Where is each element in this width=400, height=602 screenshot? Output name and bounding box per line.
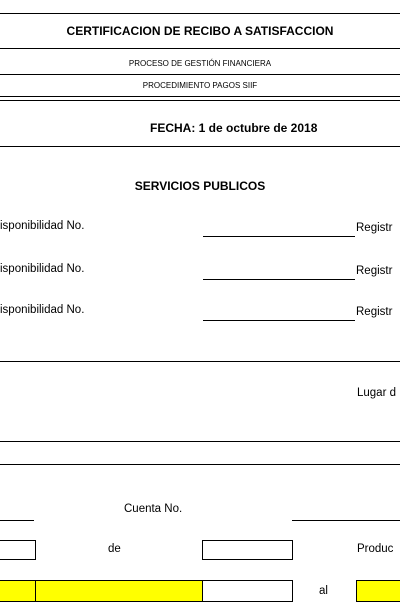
date-rule bbox=[0, 146, 400, 147]
registro-label-2: Registr bbox=[356, 265, 393, 277]
header-top-rule bbox=[0, 13, 400, 14]
yellow-cell-3[interactable] bbox=[356, 580, 400, 602]
registro-label-3: Registr bbox=[356, 306, 393, 318]
disponibilidad-label-2: isponibilidad No. bbox=[0, 263, 85, 275]
header-rule-4 bbox=[0, 100, 400, 101]
middle-rule-1 bbox=[0, 361, 400, 362]
date-line: FECHA: 1 de octubre de 2018 bbox=[150, 121, 318, 135]
al-label: al bbox=[319, 585, 328, 597]
middle-rule-2 bbox=[0, 441, 400, 442]
yellow-cell-2[interactable] bbox=[35, 580, 203, 602]
disponibilidad-blank-3[interactable] bbox=[203, 320, 355, 321]
header-rule-1 bbox=[0, 48, 400, 49]
disponibilidad-label-1: isponibilidad No. bbox=[0, 220, 85, 232]
left-input-box[interactable] bbox=[0, 540, 36, 560]
lugar-label: Lugar d bbox=[357, 387, 397, 399]
cuenta-blank[interactable] bbox=[292, 520, 400, 521]
disponibilidad-label-3: isponibilidad No. bbox=[0, 304, 85, 316]
cuenta-left-blank[interactable] bbox=[0, 520, 34, 521]
disponibilidad-blank-2[interactable] bbox=[203, 279, 355, 280]
disponibilidad-blank-1[interactable] bbox=[203, 236, 355, 237]
section-title: SERVICIOS PUBLICOS bbox=[134, 179, 266, 193]
process-name: PROCESO DE GESTIÓN FINANCIERA bbox=[128, 59, 272, 68]
registro-label-1: Registr bbox=[356, 222, 393, 234]
cuenta-label: Cuenta No. bbox=[124, 503, 183, 515]
de-label: de bbox=[108, 543, 121, 555]
yellow-cell-1[interactable] bbox=[0, 580, 36, 602]
header-rule-2 bbox=[0, 74, 400, 75]
document-title: CERTIFICACION DE RECIBO A SATISFACCION bbox=[66, 24, 334, 38]
middle-rule-3 bbox=[0, 464, 400, 465]
de-input-box[interactable] bbox=[202, 540, 293, 560]
producto-label: Produc bbox=[357, 543, 394, 555]
white-cell[interactable] bbox=[202, 580, 293, 602]
procedure-name: PROCEDIMIENTO PAGOS SIIF bbox=[142, 81, 258, 90]
header-rule-3 bbox=[0, 96, 400, 97]
